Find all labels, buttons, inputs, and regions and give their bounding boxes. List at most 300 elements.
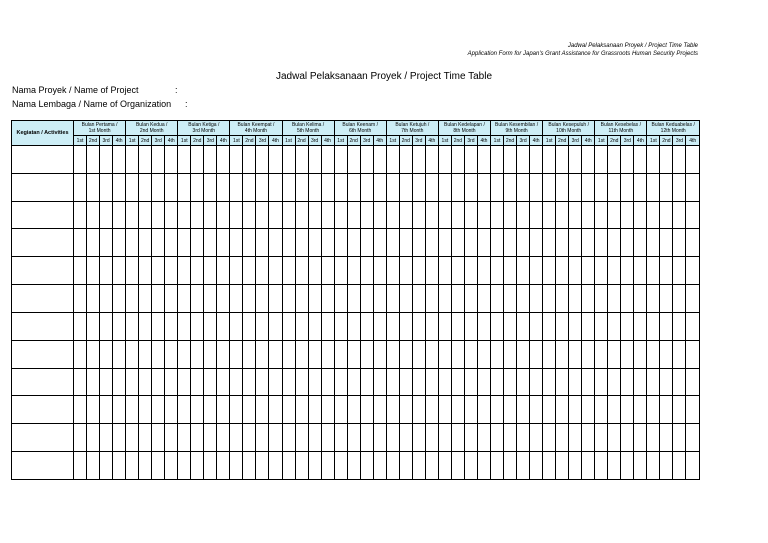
schedule-cell[interactable] [282,173,295,201]
schedule-cell[interactable] [204,229,217,257]
schedule-cell[interactable] [282,396,295,424]
schedule-cell[interactable] [491,340,504,368]
schedule-cell[interactable] [660,396,673,424]
schedule-cell[interactable] [139,146,152,174]
schedule-cell[interactable] [87,424,100,452]
schedule-cell[interactable] [334,229,347,257]
schedule-cell[interactable] [412,424,425,452]
schedule-cell[interactable] [217,312,230,340]
schedule-cell[interactable] [517,452,530,480]
activity-cell[interactable] [12,396,74,424]
schedule-cell[interactable] [334,452,347,480]
schedule-cell[interactable] [230,312,243,340]
schedule-cell[interactable] [178,396,191,424]
schedule-cell[interactable] [543,452,556,480]
schedule-cell[interactable] [347,201,360,229]
schedule-cell[interactable] [399,396,412,424]
schedule-cell[interactable] [139,452,152,480]
schedule-cell[interactable] [530,340,543,368]
schedule-cell[interactable] [425,312,438,340]
schedule-cell[interactable] [282,257,295,285]
schedule-cell[interactable] [152,146,165,174]
schedule-cell[interactable] [282,452,295,480]
schedule-cell[interactable] [243,285,256,313]
schedule-cell[interactable] [217,368,230,396]
activity-cell[interactable] [12,229,74,257]
schedule-cell[interactable] [204,201,217,229]
schedule-cell[interactable] [87,285,100,313]
schedule-cell[interactable] [256,257,269,285]
schedule-cell[interactable] [504,257,517,285]
schedule-cell[interactable] [191,396,204,424]
schedule-cell[interactable] [464,257,477,285]
schedule-cell[interactable] [139,368,152,396]
schedule-cell[interactable] [360,285,373,313]
schedule-cell[interactable] [504,146,517,174]
schedule-cell[interactable] [660,424,673,452]
schedule-cell[interactable] [282,424,295,452]
schedule-cell[interactable] [74,257,87,285]
schedule-cell[interactable] [243,340,256,368]
schedule-cell[interactable] [360,424,373,452]
schedule-cell[interactable] [308,201,321,229]
schedule-cell[interactable] [399,201,412,229]
schedule-cell[interactable] [243,452,256,480]
schedule-cell[interactable] [530,396,543,424]
schedule-cell[interactable] [477,368,490,396]
schedule-cell[interactable] [243,146,256,174]
schedule-cell[interactable] [673,312,686,340]
schedule-cell[interactable] [295,257,308,285]
schedule-cell[interactable] [595,257,608,285]
schedule-cell[interactable] [425,452,438,480]
schedule-cell[interactable] [165,452,178,480]
schedule-cell[interactable] [621,452,634,480]
schedule-cell[interactable] [543,312,556,340]
schedule-cell[interactable] [517,257,530,285]
schedule-cell[interactable] [100,229,113,257]
schedule-cell[interactable] [152,201,165,229]
schedule-cell[interactable] [269,146,282,174]
schedule-cell[interactable] [504,173,517,201]
schedule-cell[interactable] [152,340,165,368]
schedule-cell[interactable] [530,146,543,174]
schedule-cell[interactable] [74,173,87,201]
schedule-cell[interactable] [569,312,582,340]
schedule-cell[interactable] [126,340,139,368]
schedule-cell[interactable] [74,396,87,424]
schedule-cell[interactable] [373,368,386,396]
schedule-cell[interactable] [321,340,334,368]
schedule-cell[interactable] [660,368,673,396]
schedule-cell[interactable] [686,285,700,313]
schedule-cell[interactable] [230,285,243,313]
schedule-cell[interactable] [243,396,256,424]
schedule-cell[interactable] [360,340,373,368]
schedule-cell[interactable] [621,368,634,396]
schedule-cell[interactable] [178,340,191,368]
schedule-cell[interactable] [647,229,660,257]
schedule-cell[interactable] [217,340,230,368]
schedule-cell[interactable] [556,257,569,285]
schedule-cell[interactable] [191,340,204,368]
schedule-cell[interactable] [686,452,700,480]
schedule-cell[interactable] [386,396,399,424]
schedule-cell[interactable] [100,424,113,452]
schedule-cell[interactable] [412,146,425,174]
schedule-cell[interactable] [126,173,139,201]
schedule-cell[interactable] [87,452,100,480]
schedule-cell[interactable] [204,340,217,368]
schedule-cell[interactable] [243,257,256,285]
schedule-cell[interactable] [386,312,399,340]
schedule-cell[interactable] [556,452,569,480]
schedule-cell[interactable] [464,229,477,257]
schedule-cell[interactable] [399,173,412,201]
schedule-cell[interactable] [295,452,308,480]
schedule-cell[interactable] [595,312,608,340]
schedule-cell[interactable] [126,201,139,229]
schedule-cell[interactable] [360,396,373,424]
schedule-cell[interactable] [504,424,517,452]
schedule-cell[interactable] [608,201,621,229]
schedule-cell[interactable] [530,452,543,480]
schedule-cell[interactable] [660,229,673,257]
schedule-cell[interactable] [504,368,517,396]
schedule-cell[interactable] [530,257,543,285]
schedule-cell[interactable] [126,285,139,313]
schedule-cell[interactable] [256,424,269,452]
schedule-cell[interactable] [477,285,490,313]
schedule-cell[interactable] [491,201,504,229]
schedule-cell[interactable] [504,229,517,257]
schedule-cell[interactable] [321,396,334,424]
schedule-cell[interactable] [582,396,595,424]
schedule-cell[interactable] [477,452,490,480]
schedule-cell[interactable] [373,201,386,229]
schedule-cell[interactable] [178,201,191,229]
schedule-cell[interactable] [308,146,321,174]
schedule-cell[interactable] [321,229,334,257]
schedule-cell[interactable] [269,368,282,396]
schedule-cell[interactable] [87,312,100,340]
schedule-cell[interactable] [282,201,295,229]
schedule-cell[interactable] [556,396,569,424]
schedule-cell[interactable] [517,229,530,257]
schedule-cell[interactable] [504,452,517,480]
schedule-cell[interactable] [295,285,308,313]
schedule-cell[interactable] [152,257,165,285]
schedule-cell[interactable] [438,368,451,396]
schedule-cell[interactable] [517,312,530,340]
schedule-cell[interactable] [634,396,647,424]
schedule-cell[interactable] [399,312,412,340]
schedule-cell[interactable] [543,201,556,229]
schedule-cell[interactable] [621,229,634,257]
schedule-cell[interactable] [464,146,477,174]
schedule-cell[interactable] [373,424,386,452]
schedule-cell[interactable] [425,368,438,396]
schedule-cell[interactable] [634,201,647,229]
schedule-cell[interactable] [438,257,451,285]
schedule-cell[interactable] [269,396,282,424]
schedule-cell[interactable] [204,285,217,313]
schedule-cell[interactable] [569,229,582,257]
schedule-cell[interactable] [660,173,673,201]
schedule-cell[interactable] [634,173,647,201]
schedule-cell[interactable] [477,201,490,229]
schedule-cell[interactable] [347,257,360,285]
schedule-cell[interactable] [165,201,178,229]
schedule-cell[interactable] [87,257,100,285]
schedule-cell[interactable] [360,146,373,174]
schedule-cell[interactable] [87,201,100,229]
schedule-cell[interactable] [74,146,87,174]
schedule-cell[interactable] [491,285,504,313]
schedule-cell[interactable] [438,452,451,480]
schedule-cell[interactable] [608,312,621,340]
schedule-cell[interactable] [347,312,360,340]
schedule-cell[interactable] [87,368,100,396]
schedule-cell[interactable] [152,312,165,340]
schedule-cell[interactable] [491,146,504,174]
schedule-cell[interactable] [113,201,126,229]
schedule-cell[interactable] [217,229,230,257]
schedule-cell[interactable] [477,424,490,452]
schedule-cell[interactable] [673,285,686,313]
schedule-cell[interactable] [178,312,191,340]
schedule-cell[interactable] [74,424,87,452]
schedule-cell[interactable] [517,340,530,368]
schedule-cell[interactable] [295,424,308,452]
schedule-cell[interactable] [113,452,126,480]
schedule-cell[interactable] [191,229,204,257]
schedule-cell[interactable] [321,424,334,452]
schedule-cell[interactable] [230,146,243,174]
schedule-cell[interactable] [126,424,139,452]
schedule-cell[interactable] [100,285,113,313]
schedule-cell[interactable] [634,424,647,452]
schedule-cell[interactable] [491,229,504,257]
schedule-cell[interactable] [100,396,113,424]
schedule-cell[interactable] [256,452,269,480]
schedule-cell[interactable] [230,257,243,285]
schedule-cell[interactable] [543,396,556,424]
schedule-cell[interactable] [269,340,282,368]
schedule-cell[interactable] [152,396,165,424]
schedule-cell[interactable] [582,173,595,201]
schedule-cell[interactable] [556,312,569,340]
schedule-cell[interactable] [360,257,373,285]
schedule-cell[interactable] [451,257,464,285]
schedule-cell[interactable] [399,257,412,285]
activity-cell[interactable] [12,424,74,452]
schedule-cell[interactable] [647,201,660,229]
schedule-cell[interactable] [595,452,608,480]
schedule-cell[interactable] [647,396,660,424]
schedule-cell[interactable] [113,368,126,396]
schedule-cell[interactable] [451,424,464,452]
schedule-cell[interactable] [543,146,556,174]
schedule-cell[interactable] [347,146,360,174]
schedule-cell[interactable] [647,368,660,396]
schedule-cell[interactable] [126,229,139,257]
schedule-cell[interactable] [295,340,308,368]
schedule-cell[interactable] [360,368,373,396]
schedule-cell[interactable] [113,424,126,452]
schedule-cell[interactable] [204,257,217,285]
schedule-cell[interactable] [634,368,647,396]
schedule-cell[interactable] [256,312,269,340]
schedule-cell[interactable] [386,368,399,396]
schedule-cell[interactable] [87,173,100,201]
schedule-cell[interactable] [491,312,504,340]
schedule-cell[interactable] [282,285,295,313]
schedule-cell[interactable] [347,340,360,368]
schedule-cell[interactable] [256,396,269,424]
schedule-cell[interactable] [504,396,517,424]
schedule-cell[interactable] [334,312,347,340]
schedule-cell[interactable] [308,257,321,285]
schedule-cell[interactable] [152,173,165,201]
schedule-cell[interactable] [217,201,230,229]
schedule-cell[interactable] [425,229,438,257]
schedule-cell[interactable] [191,312,204,340]
schedule-cell[interactable] [373,257,386,285]
schedule-cell[interactable] [491,452,504,480]
schedule-cell[interactable] [230,173,243,201]
schedule-cell[interactable] [582,257,595,285]
schedule-cell[interactable] [569,452,582,480]
schedule-cell[interactable] [621,257,634,285]
schedule-cell[interactable] [477,340,490,368]
schedule-cell[interactable] [308,229,321,257]
schedule-cell[interactable] [204,396,217,424]
schedule-cell[interactable] [217,396,230,424]
schedule-cell[interactable] [204,368,217,396]
schedule-cell[interactable] [621,340,634,368]
schedule-cell[interactable] [321,452,334,480]
schedule-cell[interactable] [191,285,204,313]
schedule-cell[interactable] [686,340,700,368]
activity-cell[interactable] [12,368,74,396]
schedule-cell[interactable] [634,146,647,174]
schedule-cell[interactable] [334,396,347,424]
schedule-cell[interactable] [230,424,243,452]
schedule-cell[interactable] [491,257,504,285]
schedule-cell[interactable] [477,257,490,285]
activity-cell[interactable] [12,285,74,313]
schedule-cell[interactable] [360,173,373,201]
schedule-cell[interactable] [243,201,256,229]
schedule-cell[interactable] [556,368,569,396]
schedule-cell[interactable] [217,173,230,201]
schedule-cell[interactable] [152,452,165,480]
schedule-cell[interactable] [126,368,139,396]
schedule-cell[interactable] [373,285,386,313]
schedule-cell[interactable] [152,368,165,396]
schedule-cell[interactable] [269,257,282,285]
schedule-cell[interactable] [100,201,113,229]
schedule-cell[interactable] [673,146,686,174]
schedule-cell[interactable] [113,229,126,257]
schedule-cell[interactable] [386,146,399,174]
schedule-cell[interactable] [504,340,517,368]
schedule-cell[interactable] [686,312,700,340]
schedule-cell[interactable] [412,173,425,201]
schedule-cell[interactable] [569,424,582,452]
schedule-cell[interactable] [647,452,660,480]
schedule-cell[interactable] [660,312,673,340]
schedule-cell[interactable] [595,146,608,174]
schedule-cell[interactable] [113,146,126,174]
schedule-cell[interactable] [399,285,412,313]
schedule-cell[interactable] [569,146,582,174]
schedule-cell[interactable] [100,257,113,285]
schedule-cell[interactable] [621,312,634,340]
schedule-cell[interactable] [543,368,556,396]
schedule-cell[interactable] [295,173,308,201]
schedule-cell[interactable] [373,340,386,368]
schedule-cell[interactable] [425,173,438,201]
schedule-cell[interactable] [582,340,595,368]
schedule-cell[interactable] [282,312,295,340]
schedule-cell[interactable] [412,201,425,229]
schedule-cell[interactable] [74,285,87,313]
schedule-cell[interactable] [582,368,595,396]
schedule-cell[interactable] [139,173,152,201]
schedule-cell[interactable] [334,173,347,201]
schedule-cell[interactable] [399,229,412,257]
schedule-cell[interactable] [87,340,100,368]
schedule-cell[interactable] [582,201,595,229]
schedule-cell[interactable] [530,201,543,229]
schedule-cell[interactable] [217,285,230,313]
schedule-cell[interactable] [673,229,686,257]
activity-cell[interactable] [12,452,74,480]
schedule-cell[interactable] [517,201,530,229]
schedule-cell[interactable] [647,424,660,452]
schedule-cell[interactable] [113,173,126,201]
schedule-cell[interactable] [543,257,556,285]
schedule-cell[interactable] [464,368,477,396]
schedule-cell[interactable] [204,424,217,452]
schedule-cell[interactable] [360,201,373,229]
schedule-cell[interactable] [191,173,204,201]
schedule-cell[interactable] [608,368,621,396]
schedule-cell[interactable] [556,424,569,452]
schedule-cell[interactable] [464,396,477,424]
schedule-cell[interactable] [530,424,543,452]
schedule-cell[interactable] [608,229,621,257]
schedule-cell[interactable] [295,229,308,257]
schedule-cell[interactable] [595,201,608,229]
schedule-cell[interactable] [243,312,256,340]
schedule-cell[interactable] [386,452,399,480]
schedule-cell[interactable] [556,146,569,174]
schedule-cell[interactable] [178,285,191,313]
schedule-cell[interactable] [634,452,647,480]
schedule-cell[interactable] [582,285,595,313]
schedule-cell[interactable] [243,173,256,201]
schedule-cell[interactable] [517,396,530,424]
schedule-cell[interactable] [165,285,178,313]
schedule-cell[interactable] [282,229,295,257]
schedule-cell[interactable] [451,340,464,368]
schedule-cell[interactable] [595,368,608,396]
schedule-cell[interactable] [425,424,438,452]
schedule-cell[interactable] [334,368,347,396]
